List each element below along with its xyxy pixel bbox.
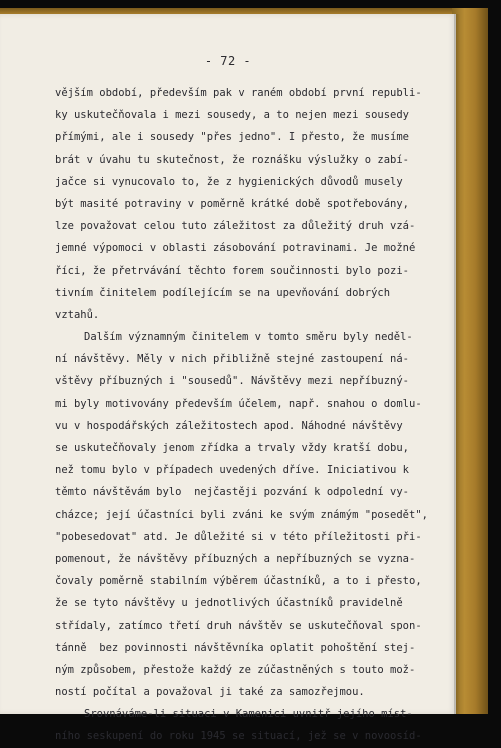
text-line: brát v úvahu tu skutečnost, že roznášku výslužky o zabí-	[55, 153, 410, 166]
text-line: pomenout, že návštěvy příbuzných a nepříbuzných se vyzna-	[55, 552, 416, 565]
text-line: jemné výpomoci v oblasti zásobování potravinami. Je možné	[55, 242, 416, 255]
text-line: ní návštěvy. Měly v nich přibližně stejné zastoupení ná-	[55, 353, 410, 366]
text-line: střídaly, zatímco třetí druh návštěv se uskutečňoval spon-	[55, 619, 422, 632]
text-line: lze považovat celou tuto záležitost za důležitý druh vzá-	[55, 220, 416, 233]
text-line: přímými, ale i sousedy "přes jedno". I přesto, že musíme	[55, 131, 410, 144]
page-text-block	[55, 82, 428, 748]
text-line: vztahů.	[55, 308, 100, 321]
text-line: čovaly poměrně stabilním výběrem účastníků, a to i přesto,	[55, 575, 422, 588]
text-line: ky uskutečňovala i mezi sousedy, a to nejen mezi sousedy	[55, 109, 410, 122]
page-gutter-shadow	[454, 14, 460, 714]
text-line: těmto návštěvám bylo nejčastěji pozvání k odpolední vy-	[55, 486, 410, 499]
text-line: se uskutečňovaly jenom zřídka a trvaly vždy kratší dobu,	[55, 442, 410, 454]
text-line: tánně bez povinnosti návštěvníka oplatit pohoštění stej-	[55, 641, 416, 654]
text-line: než tomu bylo v případech uvedených dříve. Iniciativou k	[55, 464, 410, 477]
text-line: ným způsobem, přestože každý ze zúčastněných s touto mož-	[55, 663, 416, 676]
text-line: tivním činitelem podílejícím se na upevňování dobrých	[55, 286, 391, 299]
text-line: vějším období, především pak v raném období první republi-	[55, 87, 422, 99]
text-line: vu v hospodářských záležitostech apod. Náhodné návštěvy	[55, 419, 403, 432]
text-line: ností počítal a považoval ji také za samozřejmou.	[55, 686, 365, 699]
text-line: vštěvy příbuzných i "sousedů". Návštěvy mezi nepříbuzný-	[55, 375, 410, 388]
text-line: Srovnáváme-li situaci v Kamenici uvnitř jejího míst-	[84, 708, 413, 721]
book-page	[0, 14, 456, 743]
page-number: - 72 -	[204, 54, 252, 68]
text-line: ního seskupení do roku 1945 se situací, jež se v novoosíd-	[55, 730, 422, 743]
text-line: cházce; její účastníci byli zváni ke svým známým "posedět",	[55, 508, 428, 521]
text-line: jačce si vynucovalo to, že z hygienických důvodů musely	[55, 175, 403, 188]
text-line: že se tyto návštěvy u jednotlivých účastníků pravidelně	[55, 597, 403, 610]
text-line: být masité potraviny v poměrně krátké době spotřebovány,	[55, 197, 410, 210]
text-line: "pobesedovat" atd. Je důležité si v této příležitosti při-	[55, 530, 422, 543]
text-line: mi byly motivovány především účelem, např. snahou o domlu-	[55, 397, 422, 410]
text-line: Dalším významným činitelem v tomto směru byly neděl-	[84, 331, 413, 344]
text-line: říci, že přetrvávání těchto forem součinnosti bylo pozi-	[55, 264, 410, 277]
